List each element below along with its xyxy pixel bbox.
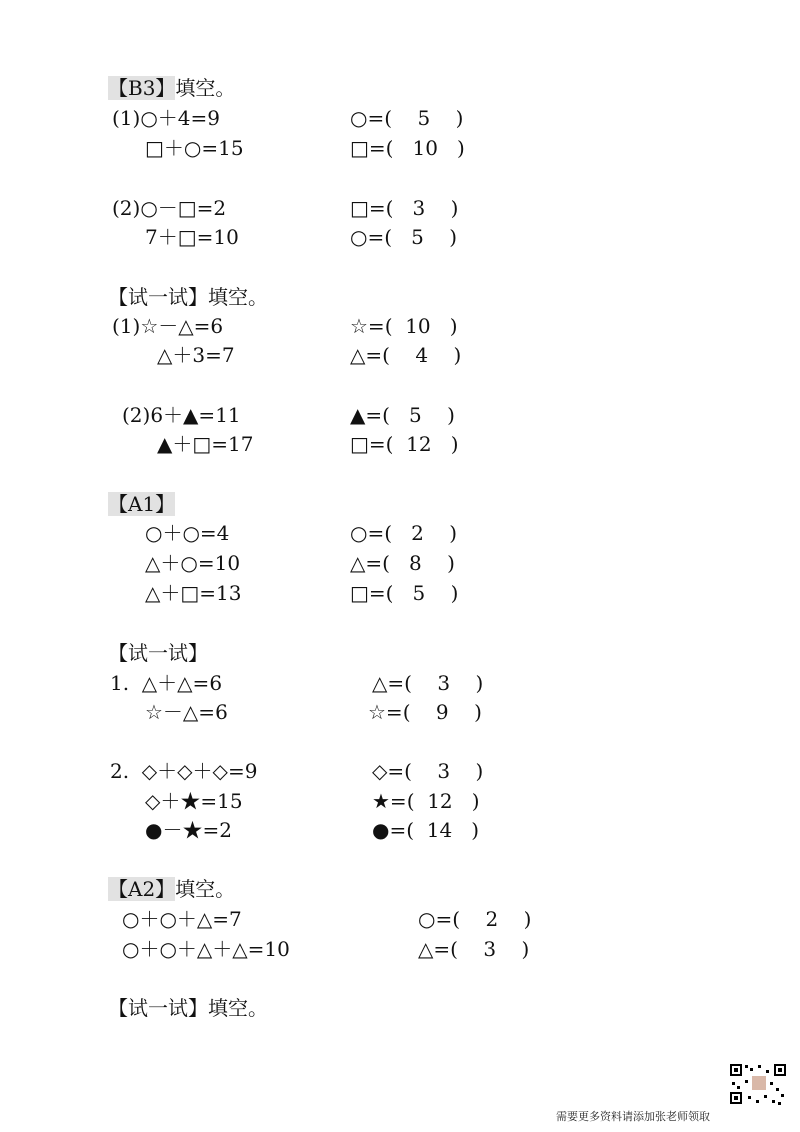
equation: □＋○=15 <box>145 136 244 160</box>
answer: △=( 8 ) <box>350 551 455 575</box>
heading-tag: 【试一试】 <box>108 996 208 1020</box>
answer: ●=( 14 ) <box>372 818 480 842</box>
equation: 7＋□=10 <box>145 225 239 249</box>
equation: ●－★=2 <box>145 818 232 842</box>
equation: △＋○=10 <box>145 551 241 575</box>
answer: ☆=( 9 ) <box>368 700 482 724</box>
equation: (2)○－□=2 <box>112 196 227 220</box>
heading-tag: 【A1】 <box>108 492 176 516</box>
answer: ▲=( 5 ) <box>350 403 455 427</box>
equation: 2. ◇＋◇＋◇=9 <box>110 759 258 783</box>
answer: △=( 3 ) <box>372 671 484 695</box>
answer: □=( 3 ) <box>350 196 459 220</box>
answer: ★=( 12 ) <box>372 789 480 813</box>
answer: ○=( 2 ) <box>418 907 532 931</box>
equation: ◇＋★=15 <box>145 789 243 813</box>
answer: □=( 10 ) <box>350 136 465 160</box>
heading-tag: 【A2】 <box>108 877 176 901</box>
equation: ○＋○=4 <box>145 521 230 545</box>
answer: □=( 12 ) <box>350 432 459 456</box>
heading-text: 填空。 <box>175 76 236 100</box>
heading-text: 填空。 <box>208 996 268 1020</box>
equation: 1. △＋△=6 <box>110 671 223 695</box>
section-heading-try-3 <box>108 996 268 1020</box>
section-heading-a1 <box>108 492 175 516</box>
section-heading-try-2 <box>108 641 208 665</box>
heading-tag: 【B3】 <box>108 76 176 100</box>
equation: (1)☆－△=6 <box>112 314 224 338</box>
qr-code-icon <box>728 1062 788 1106</box>
equation: (1)○＋4=9 <box>112 106 220 130</box>
section-heading-try-1 <box>108 285 268 309</box>
answer: □=( 5 ) <box>350 581 459 605</box>
answer: ○=( 5 ) <box>350 106 464 130</box>
equation: ○＋○＋△＋△=10 <box>122 937 290 961</box>
section-heading-b3 <box>108 76 235 100</box>
section-heading-a2 <box>108 877 235 901</box>
equation: ○＋○＋△=7 <box>122 907 242 931</box>
answer: △=( 4 ) <box>350 343 462 367</box>
heading-text: 填空。 <box>175 877 236 901</box>
answer: △=( 3 ) <box>418 937 530 961</box>
heading-tag: 【试一试】 <box>108 641 208 665</box>
footer-note: 需要更多资料请添加张老师领取 <box>556 1110 710 1123</box>
answer: ○=( 5 ) <box>350 225 458 249</box>
answer: ☆=( 10 ) <box>350 314 458 338</box>
answer: ○=( 2 ) <box>350 521 458 545</box>
answer: ◇=( 3 ) <box>372 759 484 783</box>
heading-tag: 【试一试】 <box>108 285 208 309</box>
heading-text: 填空。 <box>208 285 268 309</box>
equation: △＋□=13 <box>145 581 242 605</box>
equation: ☆－△=6 <box>145 700 228 724</box>
equation: ▲＋□=17 <box>157 432 254 456</box>
equation: (2)6＋▲=11 <box>122 403 241 427</box>
equation: △＋3=7 <box>157 343 235 367</box>
